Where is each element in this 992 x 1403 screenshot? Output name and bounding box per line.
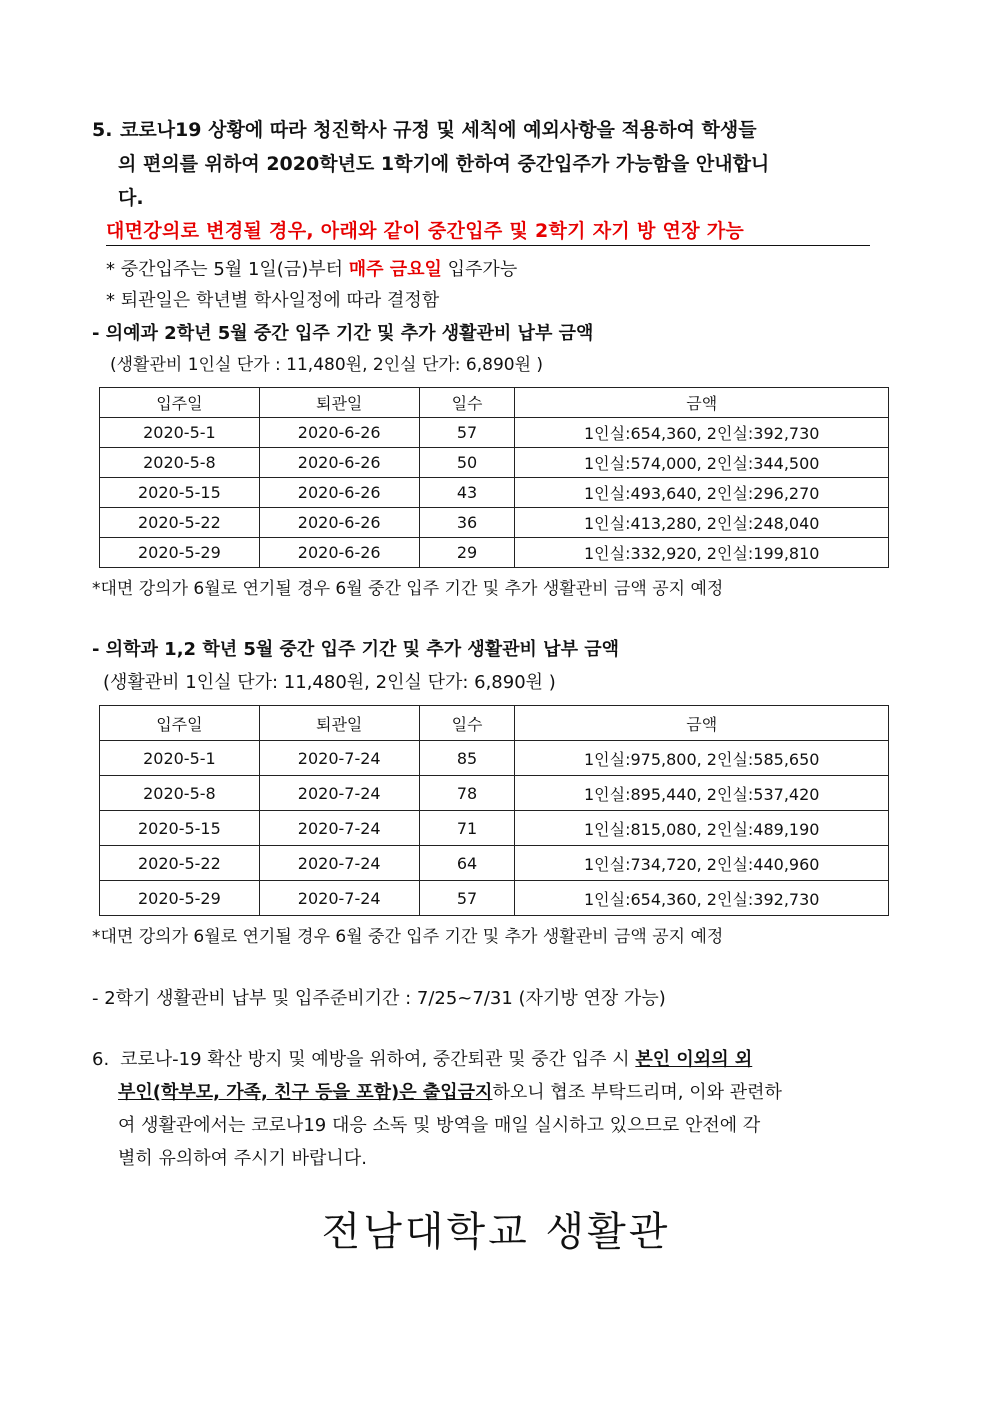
- section-2-table: [99, 705, 889, 916]
- note-move-in-suffix: 입주가능: [441, 259, 518, 280]
- section-1-table-cell: 2020-5-29: [100, 538, 260, 568]
- item-6-paragraph: [92, 1043, 898, 1175]
- section-1-table-cell: 36: [419, 508, 515, 538]
- table-row: [100, 741, 889, 776]
- note-move-in-highlight: 매주 금요일: [348, 259, 442, 280]
- section-1-table-header-cell: 일수: [419, 388, 515, 418]
- item-5-line-1: [92, 113, 898, 147]
- section-1-table-cell: 2020-5-1: [100, 418, 260, 448]
- section-2-table-cell: 1인실:815,080, 2인실:489,190: [515, 811, 889, 846]
- section-2-table-cell: 71: [419, 811, 515, 846]
- section-1-table-cell: 29: [419, 538, 515, 568]
- table-row: [100, 448, 889, 478]
- item-5-line-3: 다.: [118, 187, 144, 209]
- section-1-table-cell: 2020-5-22: [100, 508, 260, 538]
- section-2-table-cell: 1인실:975,800, 2인실:585,650: [515, 741, 889, 776]
- item-6-line-1: [92, 1043, 898, 1076]
- item-6-line-3: 여 생활관에서는 코로나19 대응 소독 및 방역을 매일 실시하고 있으므로 안전에 각: [118, 1115, 761, 1136]
- table-row: [100, 776, 889, 811]
- item-5-text-1: 코로나19 상황에 따라 청진학사 규정 및 세칙에 예외사항을 적용하여 학생들: [120, 119, 757, 141]
- section-2-table-header-cell: 퇴관일: [259, 706, 419, 741]
- item-5-line-2: 의 편의를 위하여 2020학년도 1학기에 한하여 중간입주가 가능함을 안내합니: [118, 153, 770, 175]
- section-2-footnote: *대면 강의가 6월로 연기될 경우 6월 중간 입주 기간 및 추가 생활관비 금액 공지 예정: [92, 927, 724, 947]
- section-1-table-cell: 2020-6-26: [259, 418, 419, 448]
- section-2-table-cell: 2020-7-24: [259, 881, 419, 916]
- table-row: [100, 846, 889, 881]
- red-heading: 대면강의로 변경될 경우, 아래와 같이 중간입주 및 2학기 자기 방 연장 가능: [106, 216, 870, 246]
- item-6-number: 6.: [92, 1049, 110, 1070]
- section-2-table-body: [100, 706, 889, 916]
- section-2-table-cell: 1인실:734,720, 2인실:440,960: [515, 846, 889, 881]
- section-1-footnote: *대면 강의가 6월로 연기될 경우 6월 중간 입주 기간 및 추가 생활관비 금액 공지 예정: [92, 579, 724, 599]
- item-6-bold-1: 본인 이외의 외: [635, 1049, 753, 1070]
- section-2-table-cell: 57: [419, 881, 515, 916]
- section-2-table-cell: 2020-5-1: [100, 741, 260, 776]
- section-2-table-cell: 2020-5-29: [100, 881, 260, 916]
- section-2-table-header-cell: 금액: [515, 706, 889, 741]
- section-2-unit-price: (생활관비 1인실 단가: 11,480원, 2인실 단가: 6,890원 ): [103, 672, 556, 693]
- section-2-table-cell: 78: [419, 776, 515, 811]
- section-1-table-header-row: [100, 388, 889, 418]
- table-row: [100, 418, 889, 448]
- section-1-table-cell: 2020-6-26: [259, 508, 419, 538]
- section-1-title: - 의예과 2학년 5월 중간 입주 기간 및 추가 생활관비 납부 금액: [92, 323, 594, 344]
- second-semester-note: - 2학기 생활관비 납부 및 입주준비기간 : 7/25~7/31 (자기방 연장 가능): [92, 988, 666, 1009]
- table-row: [100, 508, 889, 538]
- section-1-table-cell: 1인실:332,920, 2인실:199,810: [515, 538, 889, 568]
- section-1-unit-price: (생활관비 1인실 단가 : 11,480원, 2인실 단가: 6,890원 ): [110, 355, 544, 375]
- section-2-table-header-row: [100, 706, 889, 741]
- section-1-table-cell: 2020-6-26: [259, 448, 419, 478]
- table-row: [100, 811, 889, 846]
- section-2-table-cell: 2020-7-24: [259, 741, 419, 776]
- item-6-text-1: 코로나-19 확산 방지 및 예방을 위하여, 중간퇴관 및 중간 입주 시: [120, 1049, 636, 1070]
- table-row: [100, 538, 889, 568]
- section-2-table-cell: 2020-7-24: [259, 811, 419, 846]
- section-1-table-cell: 1인실:413,280, 2인실:248,040: [515, 508, 889, 538]
- section-2-table-cell: 2020-7-24: [259, 846, 419, 881]
- section-2-table-header-cell: 입주일: [100, 706, 260, 741]
- section-2-table-cell: 1인실:895,440, 2인실:537,420: [515, 776, 889, 811]
- section-1-table-body: [100, 388, 889, 568]
- note-move-out: * 퇴관일은 학년별 학사일정에 따라 결정함: [106, 290, 440, 311]
- section-2-table-cell: 2020-5-22: [100, 846, 260, 881]
- note-move-in: [106, 255, 517, 281]
- section-1-table-header-cell: 입주일: [100, 388, 260, 418]
- section-2-table-cell: 2020-5-8: [100, 776, 260, 811]
- signature: 전남대학교 생활관: [321, 1209, 671, 1255]
- section-2-table-cell: 85: [419, 741, 515, 776]
- section-1-table-cell: 57: [419, 418, 515, 448]
- item-6-text-2: 하오니 협조 부탁드리며, 이와 관련하: [492, 1082, 782, 1103]
- section-1-table-cell: 1인실:574,000, 2인실:344,500: [515, 448, 889, 478]
- section-1-table-cell: 1인실:654,360, 2인실:392,730: [515, 418, 889, 448]
- table-row: [100, 478, 889, 508]
- section-1-table-cell: 43: [419, 478, 515, 508]
- section-2-table-header-cell: 일수: [419, 706, 515, 741]
- section-1-table-cell: 1인실:493,640, 2인실:296,270: [515, 478, 889, 508]
- section-1-table-header-cell: 금액: [515, 388, 889, 418]
- item-5-number: 5.: [92, 119, 113, 141]
- section-1-table-cell: 2020-6-26: [259, 478, 419, 508]
- section-2-table-cell: 2020-5-15: [100, 811, 260, 846]
- section-1-table-cell: 2020-6-26: [259, 538, 419, 568]
- section-1-table-cell: 50: [419, 448, 515, 478]
- item-5-paragraph: [92, 113, 898, 215]
- table-row: [100, 881, 889, 916]
- section-2-table-cell: 64: [419, 846, 515, 881]
- note-move-in-prefix: * 중간입주는 5월 1일(금)부터: [106, 259, 349, 280]
- section-2-table-cell: 1인실:654,360, 2인실:392,730: [515, 881, 889, 916]
- section-1-table-cell: 2020-5-8: [100, 448, 260, 478]
- item-6-bold-2: 부인(학부모, 가족, 친구 등을 포함)은 출입금지: [118, 1082, 493, 1103]
- item-6-line-4: 별히 유의하여 주시기 바랍니다.: [118, 1148, 367, 1169]
- section-1-table-header-cell: 퇴관일: [259, 388, 419, 418]
- section-2-title: - 의학과 1,2 학년 5월 중간 입주 기간 및 추가 생활관비 납부 금액: [92, 639, 620, 660]
- section-2-table-cell: 2020-7-24: [259, 776, 419, 811]
- section-1-table: [99, 387, 889, 568]
- item-6-line-2: [92, 1076, 898, 1109]
- section-1-table-cell: 2020-5-15: [100, 478, 260, 508]
